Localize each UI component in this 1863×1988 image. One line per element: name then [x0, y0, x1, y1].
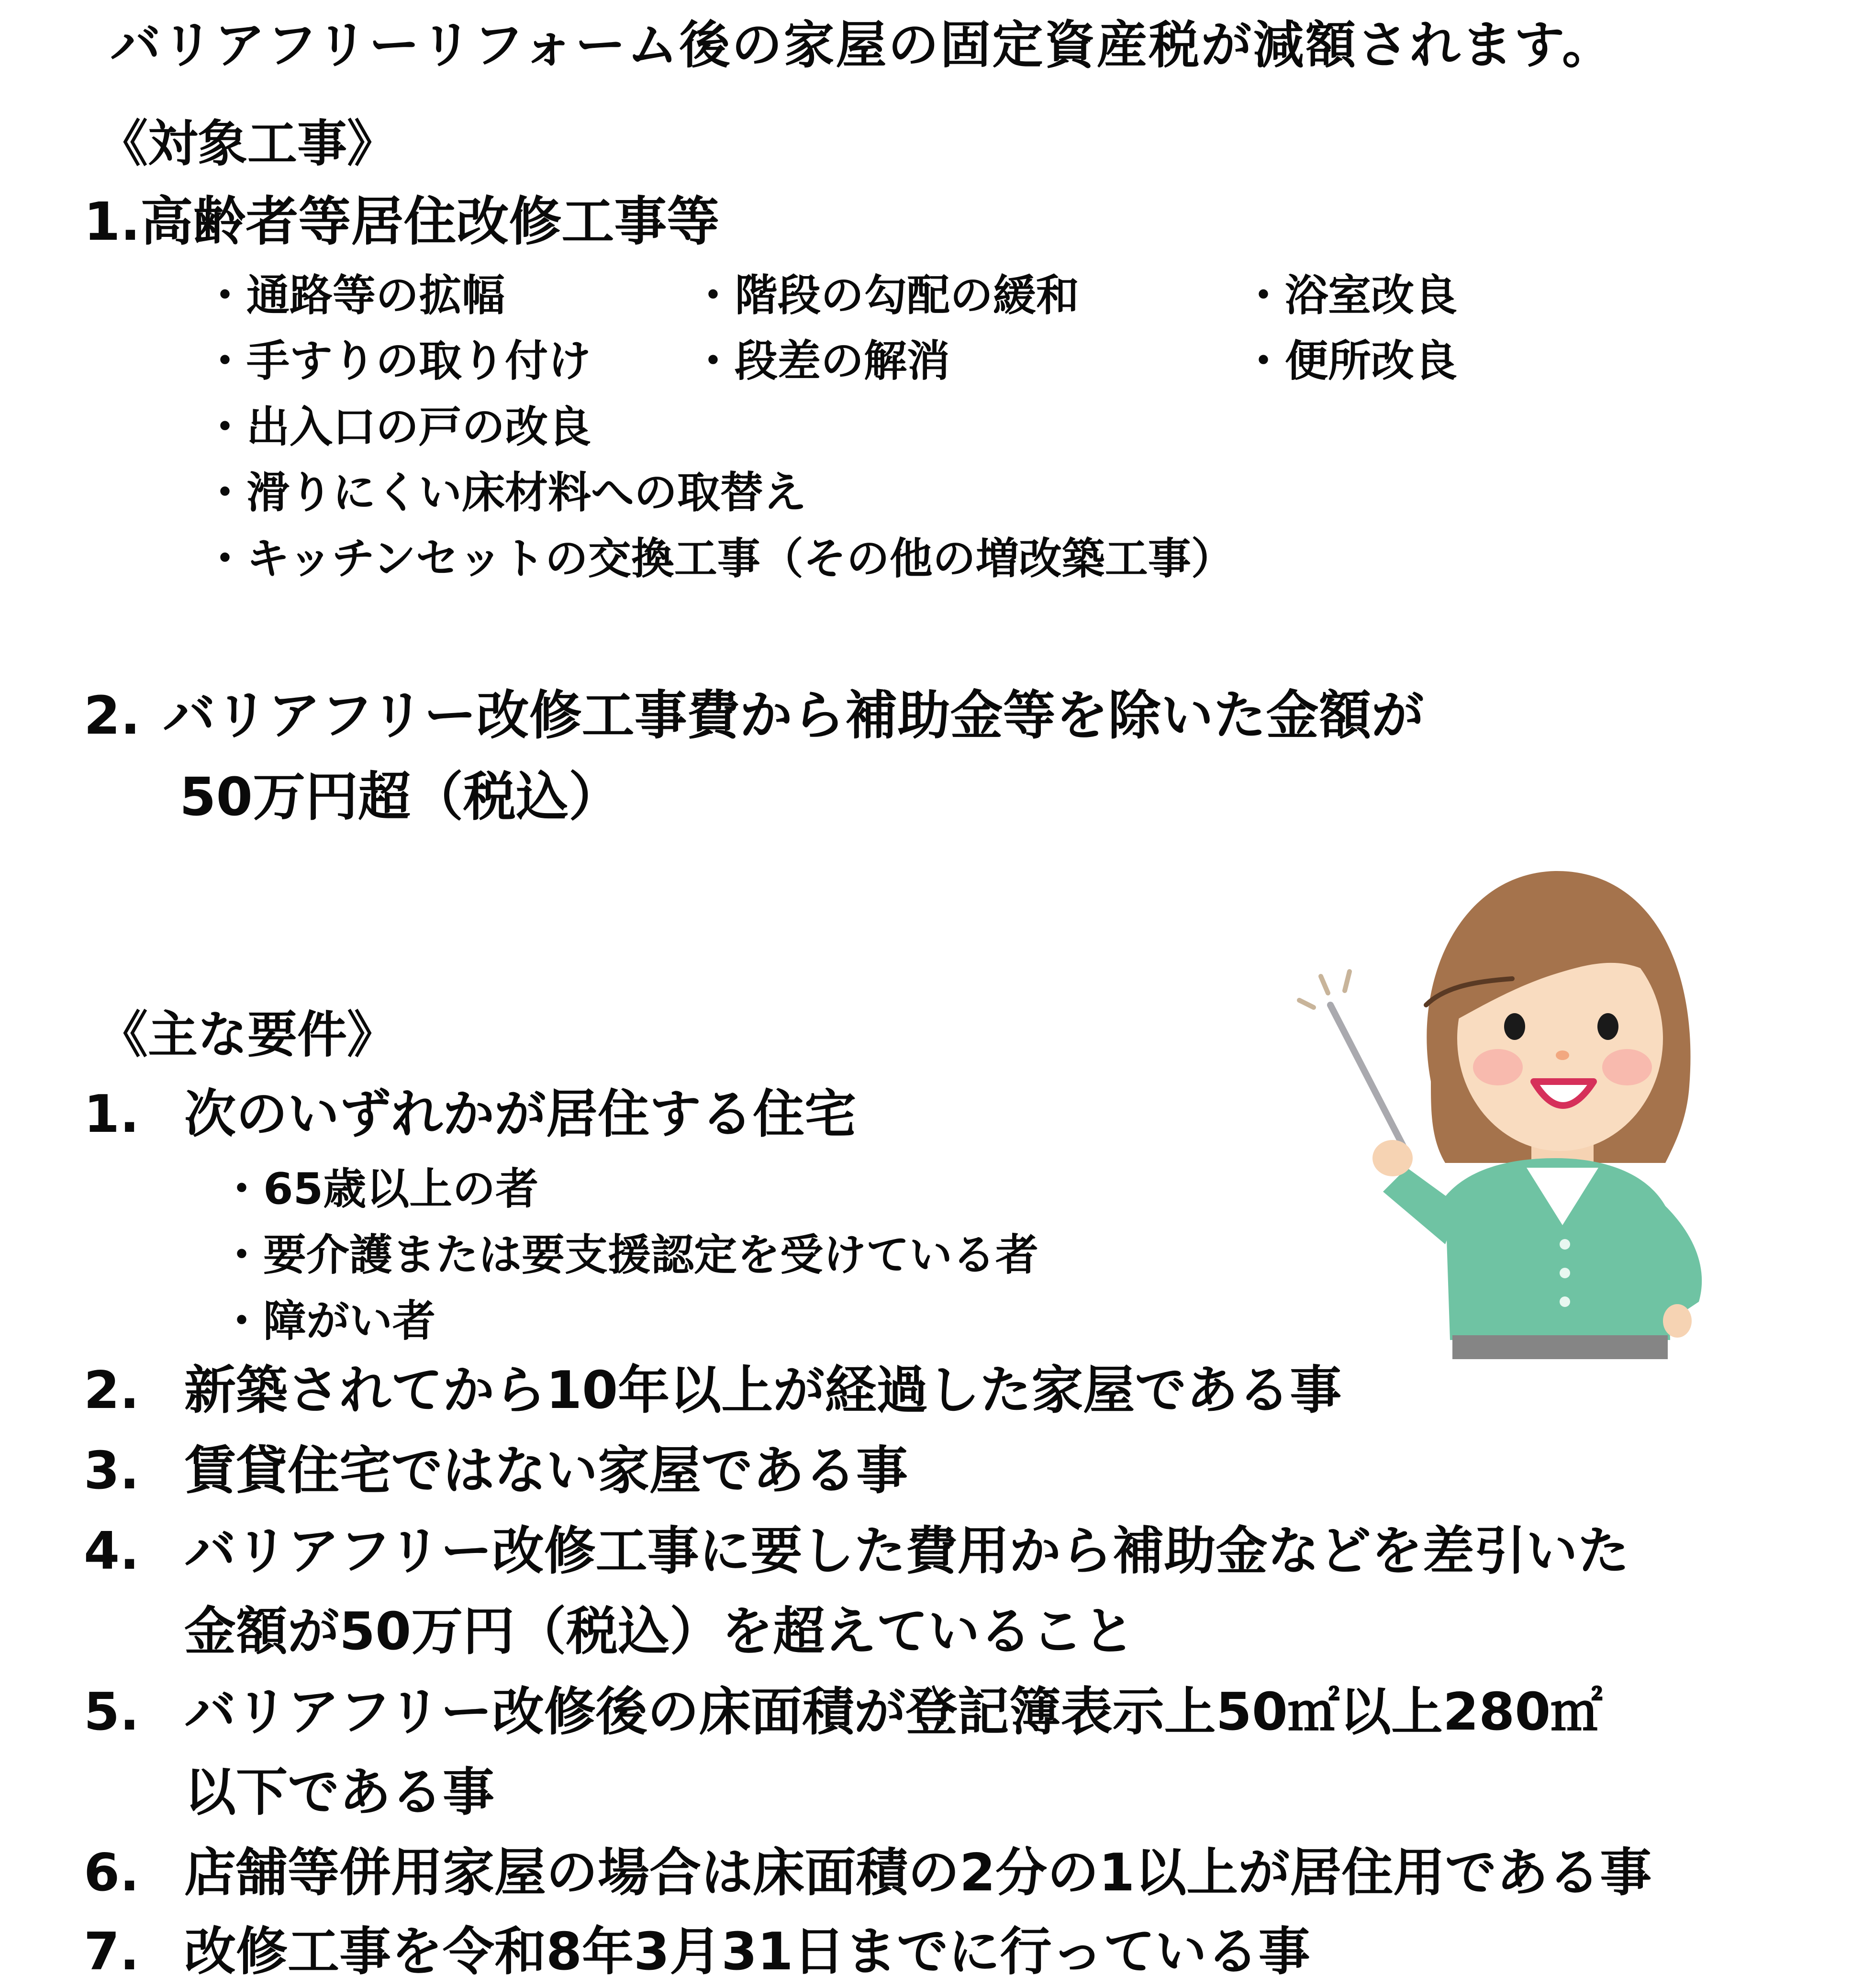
requirement-1-bullet-disability: ・障がい者 — [220, 1296, 435, 1346]
requirement-3-text: 賃貸住宅ではない家屋である事 — [184, 1441, 908, 1501]
requirement-1-text: 次のいずれかが居住する住宅 — [184, 1084, 857, 1144]
teacher-pointer-illustration — [1287, 861, 1718, 1359]
target-bullet-step-removal: ・段差の解消 — [692, 336, 950, 386]
requirement-5-cont: 以下である事 — [184, 1763, 495, 1822]
target-works-heading: 《対象工事》 — [98, 114, 397, 173]
requirement-6 — [84, 1843, 1652, 1903]
requirement-7-text: 改修工事を令和8年3月31日までに行っている事 — [184, 1922, 1310, 1982]
page-title: バリアフリーリフォーム後の家屋の固定資産税が減額されます。 — [110, 16, 1614, 75]
requirement-3-number: 3. — [84, 1441, 140, 1501]
target-item-1-label: 高齢者等居住改修工事等 — [140, 191, 720, 252]
requirement-7 — [84, 1922, 1310, 1982]
target-item-1-number: 1. — [84, 191, 141, 252]
target-bullet-kitchen: ・キッチンセットの交換工事（その他の増改築工事） — [203, 534, 1234, 584]
requirement-2 — [84, 1361, 1342, 1420]
requirement-5-number: 5. — [84, 1682, 140, 1742]
requirement-5-text: バリアフリー改修後の床面積が登記簿表示上50㎡以上280㎡ — [184, 1682, 1603, 1742]
requirement-2-text: 新築されてから10年以上が経過した家屋である事 — [184, 1361, 1342, 1420]
target-item-2 — [84, 685, 1424, 746]
requirement-5 — [84, 1682, 1603, 1742]
requirement-1 — [84, 1084, 857, 1144]
requirement-1-bullet-elderly: ・65歳以上の者 — [220, 1164, 539, 1214]
requirement-4-text: バリアフリー改修工事に要した費用から補助金などを差引いた — [184, 1521, 1629, 1581]
target-bullet-stair-slope: ・階段の勾配の緩和 — [692, 270, 1079, 321]
target-item-1 — [84, 191, 720, 252]
target-item-2-cont: 50万円超（税込） — [179, 766, 622, 827]
requirement-7-number: 7. — [84, 1922, 140, 1982]
requirement-6-text: 店舗等併用家屋の場合は床面積の2分の1以上が居住用である事 — [184, 1843, 1652, 1903]
target-item-2-text: バリアフリー改修工事費から補助金等を除いた金額が — [163, 685, 1424, 746]
requirement-4-cont: 金額が50万円（税込）を超えていること — [184, 1602, 1135, 1662]
requirement-2-number: 2. — [84, 1361, 140, 1420]
target-item-2-number: 2. — [84, 685, 141, 746]
requirement-4 — [84, 1521, 1629, 1581]
requirement-4-number: 4. — [84, 1521, 140, 1581]
requirements-heading: 《主な要件》 — [98, 1005, 397, 1064]
target-bullet-widen-passage: ・通路等の拡幅 — [203, 270, 505, 321]
requirement-1-bullet-care: ・要介護または要支援認定を受けている者 — [220, 1230, 1038, 1280]
requirement-1-number: 1. — [84, 1084, 140, 1144]
target-bullet-nonslip-floor: ・滑りにくい床材料への取替え — [203, 468, 806, 518]
target-bullet-bathroom: ・浴室改良 — [1242, 270, 1457, 321]
target-bullet-entrance-door: ・出入口の戸の改良 — [203, 402, 591, 452]
requirement-3 — [84, 1441, 908, 1501]
target-bullet-handrail: ・手すりの取り付け — [203, 336, 591, 386]
target-bullet-toilet: ・便所改良 — [1242, 336, 1457, 386]
requirement-6-number: 6. — [84, 1843, 140, 1903]
